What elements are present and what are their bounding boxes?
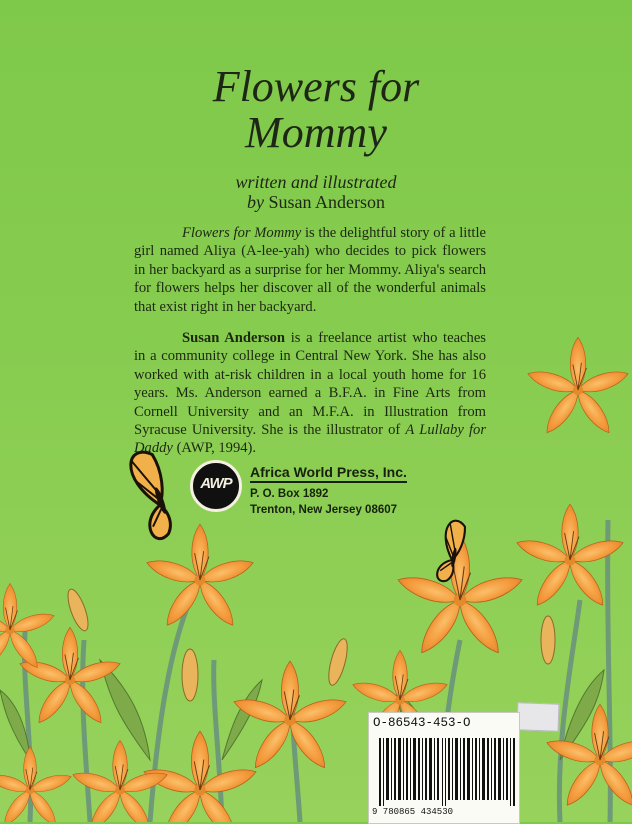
barcode-panel [368,712,520,824]
publisher-address-line-2: Trenton, New Jersey 08607 [250,504,398,516]
bio-author-name: Susan Anderson [182,330,286,346]
byline-by: by [247,192,264,212]
awp-logo [190,460,242,512]
publisher-block [190,460,450,522]
title-line-2: Mommy [245,108,387,157]
price-sticker [517,702,560,731]
byline [0,172,632,212]
publisher-address-line-1: P. O. Box 1892 [250,488,329,500]
book-title [0,64,632,156]
byline-role: written and illustrated [235,172,397,192]
bio-text-end: (AWP, 1994). [172,440,257,457]
flower-buds [64,587,555,701]
bio-other-book: A Lullaby for Daddy [134,422,487,457]
byline-author: Susan Anderson [268,192,385,212]
author-bio [134,329,486,458]
title-line-1: Flowers for [212,62,420,111]
isbn-number: O-86543-453-O [373,716,471,730]
awp-logo-text: AWP [200,475,232,492]
bio-text: is a freelance artist who teaches in a community college in Central New York. She has also worked with at-risk children in a local youth home for 16 years. Ms. Anderson earned a B.F.A. in Fine Arts from Cornell University and an M.F.A. in Illustration from Syracuse University. She is the illustrator of [134,330,486,439]
butterfly-left [124,448,181,541]
barcode-bars [379,738,515,806]
description-book-title: Flowers for Mommy [182,225,302,241]
description-text: is the delightful story of a little girl named Aliya (A-lee-yah) who decides to pick flowers in her backyard as a surprise for her Mommy. Aliya's search for flowers helps her discover all of the wonderful animals that exist right in her backyard. [134,225,486,315]
ean-digits: 9 780865 434530 [372,807,454,817]
book-description [134,224,486,316]
publisher-name: Africa World Press, Inc. [250,464,407,483]
